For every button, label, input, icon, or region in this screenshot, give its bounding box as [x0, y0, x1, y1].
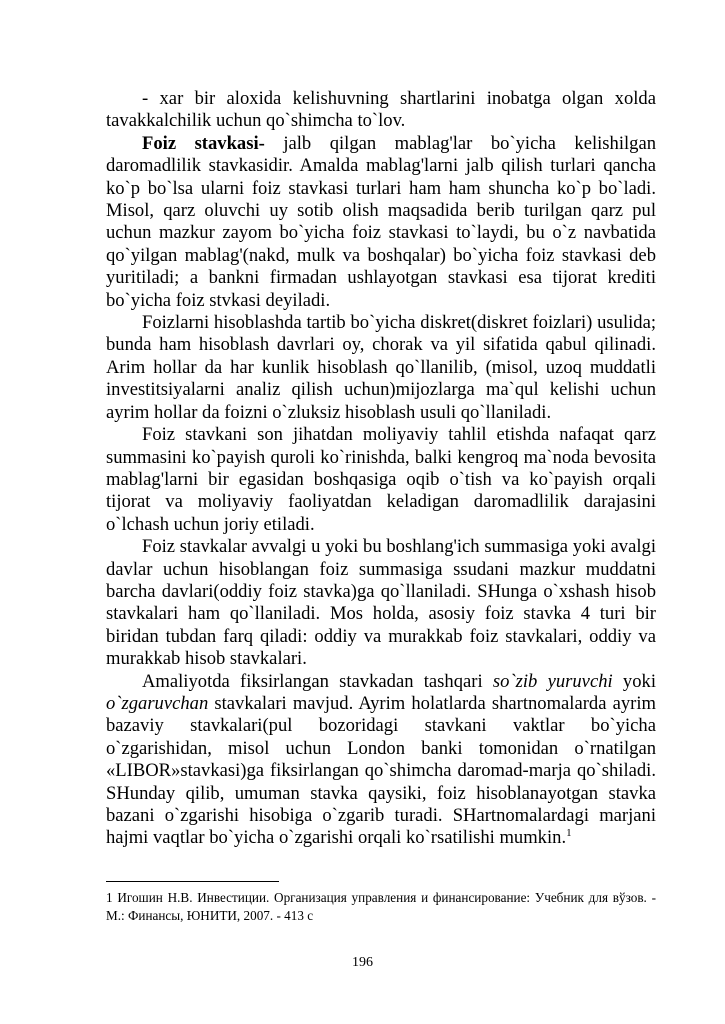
paragraph-1: - xar bir aloxida kelishuvning shartlarini inobatga olgan xolda tavakkalchilik uchun qo`shimcha to`lov.: [106, 88, 656, 132]
paragraph-3: Foizlarni hisoblashda tartib bo`yicha diskret(diskret foizlari) usulida; bunda ham hisoblash davrlari oy, chorak va yil sifatida qabul qilinadi. Arim hollar da har kunlik hisoblash qo`llanilib, (misol, uzoq muddatli investitsiyalarni analiz qilish uchun)mijozlarga ma`qul kelishi uchun ayrim hollar da foizni o`zluksiz hisoblash usuli qo`llaniladi.: [106, 312, 656, 423]
paragraph-4: Foiz stavkani son jihatdan moliyaviy tahlil etishda nafaqat qarz summasini ko`payish quroli ko`rinishda, balki kengroq ma`noda bevosita mablag'larni bir egasidan boshqasiga oqib o`tish va ko`payish orqali tijorat va moliyaviy faoliyatdan keladigan daromadlilik darajasini o`lchash uchun joriy etiladi.: [106, 424, 656, 535]
page-body: [106, 88, 656, 850]
paragraph-2-text: jalb qilgan mablag'lar bo`yicha kelishilgan daromadlilik stavkasidir. Amalda mablag'larni jalb qilish turlari qancha ko`p bo`lsa ularni foiz stavkasi turlari ham ham shuncha ko`p bo`ladi. Misol, qarz oluvchi uy sotib olish maqsadida berib turilgan qarz pul uchun mazkur zayom bo`yicha foiz stavkasi to`laydi, bu o`z navbatida qo`yilgan mablag'(nakd, mulk va boshqalar) bo`yicha foiz stavkasi deb yuritiladi; a bankni firmadan ushlayotgan stavkasi esa tijorat krediti bo`yicha foiz stvkasi deyiladi.: [106, 132, 656, 311]
italic-term-2: o`zgaruvchan: [106, 692, 209, 714]
paragraph-6-text-b: yoki: [612, 670, 656, 692]
paragraph-6: [106, 671, 656, 850]
italic-term-1: so`zib yuruvchi: [492, 670, 613, 692]
footnote: 1 Игошин Н.В. Инвестиции. Организация управления и финансирование: Учебник для вўзов. - М.: Финансы, ЮНИТИ, 2007. - 413 с: [106, 890, 656, 923]
footnote-marker: 1: [566, 827, 572, 840]
paragraph-5: Foiz stavkalar avvalgi u yoki bu boshlang'ich summasiga yoki avalgi davlar uchun hisoblangan foiz summasiga ssudani mazkur muddatni barcha davlari(oddiy foiz stavka)ga qo`llaniladi. SHunga o`xshash hisob stavkalari ham qo`llaniladi. Mos holda, asosiy foiz stavka 4 turi bir biridan tubdan farq qiladi: oddiy va murakkab foiz stavkalari, oddiy va murakkab hisob stavkalari.: [106, 536, 656, 670]
footnote-separator: [106, 881, 279, 882]
page-number: 196: [352, 955, 373, 970]
paragraph-6-text-c: stavkalari mavjud. Ayrim holatlarda shartnomalarda ayrim bazaviy stavkalari(pul bozoridagi stavkani vaktlar bo`yicha o`zgarishidan, misol uchun London banki tomonidan o`rnatilgan «LIBOR»stavkasi)ga fiksirlangan qo`shimcha daromad-marja qo`shiladi. SHunday qilib, umuman stavka qaysiki, foiz hisoblanayotgan stavka bazani o`zgarishi hisobiga o`zgarib turadi. SHartnomalardagi marjani hajmi vaqtlar bo`yicha o`zgarishi orqali ko`rsatilishi mumkin.: [106, 692, 656, 849]
term-foiz-stavkasi: Foiz stavkasi-: [142, 132, 265, 154]
paragraph-2: [106, 133, 656, 312]
paragraph-6-text-a: Amaliyotda fiksirlangan stavkadan tashqari: [142, 670, 493, 692]
